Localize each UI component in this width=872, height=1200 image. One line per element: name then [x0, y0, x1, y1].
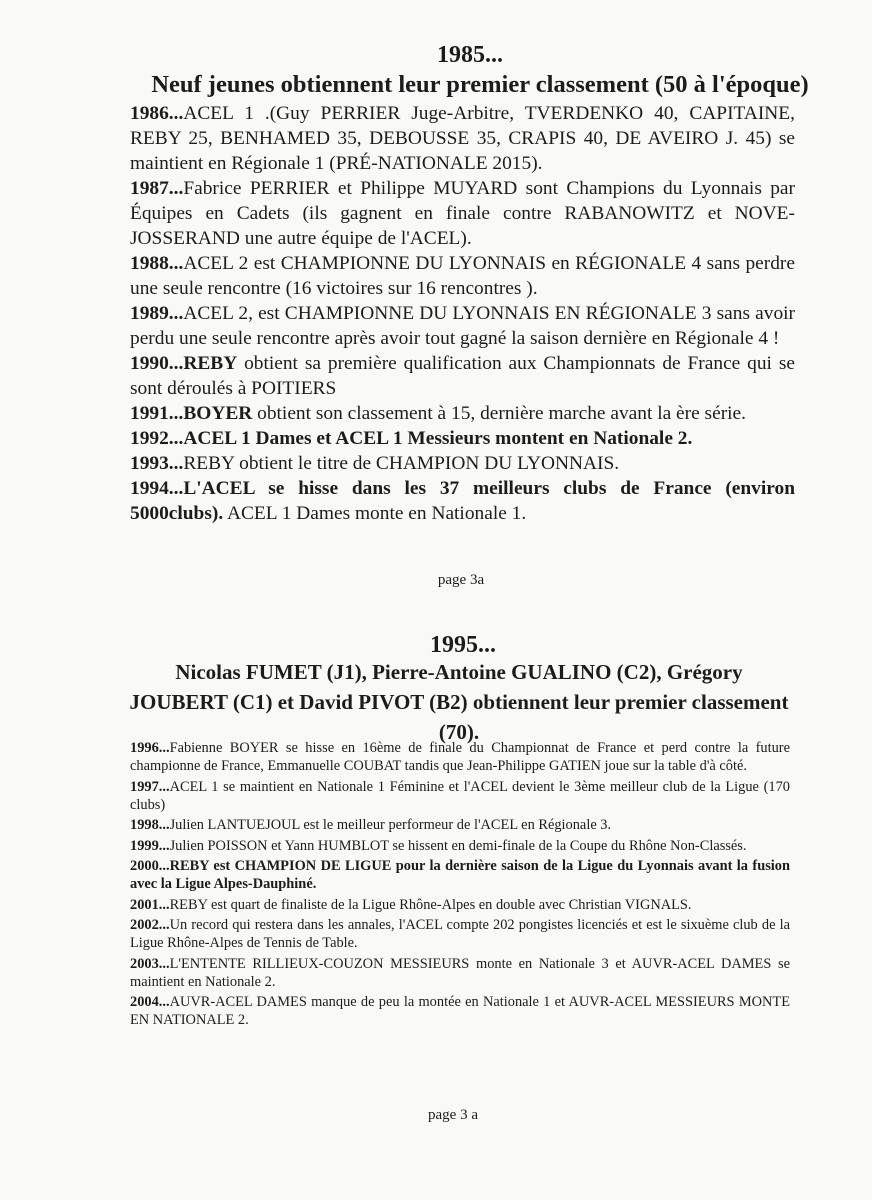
entry-year: 2004...	[130, 994, 170, 1010]
entry-text: obtient sa première qualification aux Championnats de France qui se sont déroulés à POITIERS	[130, 353, 795, 399]
entry-year: 1991...	[130, 403, 184, 424]
heading-line: JOUBERT (C1) et David PIVOT (B2) obtiennent leur premier classement	[129, 690, 789, 714]
entry-1986	[130, 101, 795, 176]
entry-year: 1996...	[130, 740, 170, 756]
entry-text-bold: L'ACEL se hisse dans les 37 meilleurs clubs de France (environ 5000clubs).	[130, 478, 795, 524]
heading-line: (70).	[438, 720, 480, 744]
entry-year: 1988...	[130, 253, 184, 274]
entry-year: 1997...	[130, 778, 170, 795]
entry-year: 1990...	[130, 353, 184, 374]
entry-1999	[130, 837, 790, 855]
entry-1991	[130, 401, 795, 426]
entry-1987	[130, 176, 795, 251]
entry-text: Fabienne BOYER se hisse en 16ème de finale du Championnat de France et perd contre la future championne de France, Emmanuelle COUBAT tandis que Jean-Philippe GATIEN joue sur la table d'à côté.	[130, 740, 790, 774]
entry-year: 2002...	[130, 917, 170, 933]
entry-year: 1986...	[130, 103, 184, 124]
entry-1993	[130, 451, 795, 476]
entry-text: ACEL 1 Dames monte en Nationale 1.	[226, 503, 527, 524]
entry-1988	[130, 251, 795, 301]
entry-1998	[130, 816, 790, 834]
entry-text: L'ENTENTE RILLIEUX-COUZON MESSIEURS monte en Nationale 3 et AUVR-ACEL DAMES se maintient en Nationale 2.	[130, 955, 790, 990]
entry-text: ACEL 2 est CHAMPIONNE DU LYONNAIS en RÉGIONALE 4 sans perdre une seule rencontre (16 victoires sur 16 rencontres ).	[130, 253, 795, 299]
entry-text: ACEL 2, est CHAMPIONNE DU LYONNAIS EN RÉGIONALE 3 sans avoir perdu une seule rencontre après avoir tout gagné la saison dernière en Régionale 4 !	[130, 303, 795, 349]
entry-2002	[130, 916, 790, 952]
entry-1992	[130, 426, 795, 451]
entry-2000	[130, 857, 790, 893]
entry-text: ACEL 1 .(Guy PERRIER Juge-Arbitre, TVERDENKO 40, CAPITAINE, REBY 25, BENHAMED 35, DEBOUSSE 35, CRAPIS 40, DE AVEIRO J. 45) se maintient en Régionale 1 (PRÉ-NATIONALE 2015).	[130, 103, 795, 174]
entry-1990	[130, 351, 795, 401]
heading-line: Nicolas FUMET (J1), Pierre-Antoine GUALINO (C2), Grégory	[175, 660, 743, 684]
entry-1997	[130, 778, 790, 814]
entry-text: Un record qui restera dans les annales, l'ACEL compte 202 pongistes licenciés et est le sixuème club de la Ligue Rhône-Alpes de Tennis de Table.	[130, 917, 790, 951]
section-year-1985: 1985...	[437, 42, 503, 68]
timeline-entries-1996-2004	[130, 739, 790, 1032]
entry-text: REBY obtient le titre de CHAMPION DU LYONNAIS.	[183, 453, 620, 474]
entry-text-bold: BOYER	[183, 403, 253, 424]
entry-year: 1989...	[130, 303, 184, 324]
section-heading-1995	[94, 657, 824, 747]
entry-year: 1998...	[130, 817, 170, 833]
entry-text: ACEL 1 se maintient en Nationale 1 Féminine et l'ACEL devient le 3ème meilleur club de la Ligue (170 clubs)	[130, 778, 790, 813]
entry-text: AUVR-ACEL DAMES manque de peu la montée en Nationale 1 et AUVR-ACEL MESSIEURS MONTE EN NATIONALE 2.	[130, 994, 790, 1028]
entry-year: 2001...	[130, 896, 170, 913]
section-year-1995: 1995...	[430, 632, 496, 658]
entry-1996	[130, 739, 790, 775]
entry-year: 1994...	[130, 478, 184, 499]
entry-2004	[130, 993, 790, 1029]
page-number-label: page 3 a	[428, 1107, 478, 1123]
entry-1989	[130, 301, 795, 351]
entry-text-bold: REBY	[183, 353, 238, 374]
entry-year: 1999...	[130, 837, 170, 854]
timeline-entries-1986-1994	[130, 101, 795, 526]
entry-year: 2000...	[130, 858, 170, 874]
entry-year: 1987...	[130, 178, 184, 199]
entry-2001	[130, 896, 790, 914]
entry-year: 1993...	[130, 453, 184, 474]
entry-year: 2003...	[130, 955, 170, 972]
entry-text-bold: REBY est CHAMPION DE LIGUE pour la dernière saison de la Ligue du Lyonnais avant la fusion avec la Ligue Alpes-Dauphiné.	[130, 858, 790, 892]
section-heading-1985: Neuf jeunes obtiennent leur premier classement (50 à l'époque)	[151, 71, 809, 98]
entry-text: obtient son classement à 15, dernière marche avant la ère série.	[257, 403, 747, 424]
entry-2003	[130, 955, 790, 991]
entry-text: Fabrice PERRIER et Philippe MUYARD sont Champions du Lyonnais par Équipes en Cadets (ils gagnent en finale contre RABANOWITZ et NOVE-JOSSERAND une autre équipe de l'ACEL).	[130, 178, 795, 249]
entry-text: REBY est quart de finaliste de la Ligue Rhône-Alpes en double avec Christian VIGNALS.	[169, 896, 692, 913]
page-number-label: page 3a	[437, 572, 485, 588]
entry-year: 1992...	[130, 428, 184, 449]
entry-text: Julien LANTUEJOUL est le meilleur performeur de l'ACEL en Régionale 3.	[169, 817, 612, 833]
entry-text-bold: ACEL 1 Dames et ACEL 1 Messieurs montent en Nationale 2.	[183, 428, 693, 449]
entry-1994	[130, 476, 795, 526]
entry-text: Julien POISSON et Yann HUMBLOT se hissent en demi-finale de la Coupe du Rhône Non-Classés.	[169, 837, 747, 854]
